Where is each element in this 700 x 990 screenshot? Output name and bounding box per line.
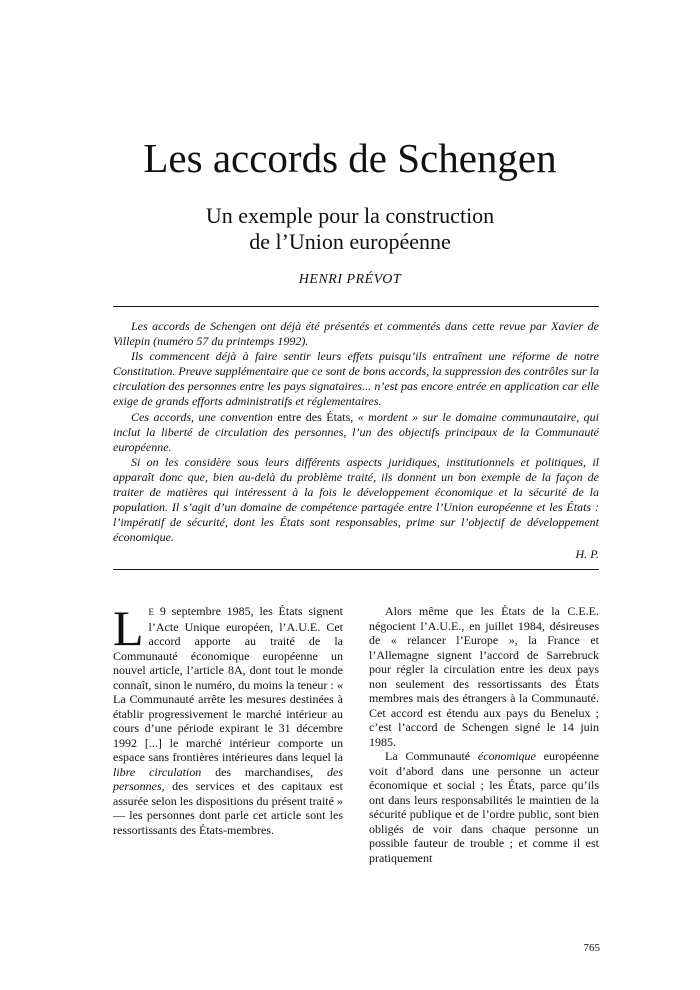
abstract-bottom-rule [113, 569, 599, 570]
body-paragraph [369, 749, 599, 865]
abstract-p3-upright: entre des États, [272, 409, 358, 424]
small-cap: E [148, 607, 155, 617]
body-column-right [369, 604, 599, 865]
right-p2-emphasis: économique [477, 749, 536, 763]
abstract-paragraph-3 [113, 410, 599, 455]
left-p1-part-b: des marchandises, [201, 764, 327, 779]
abstract-block [113, 319, 599, 563]
right-p2-part-b: européenne voit d’abord dans une personne un acteur économique et social ; les États, parce qu’ils ont dans leurs responsabilités le maintien de la sécurité publique et de l’ordre public, sont bien obligés de voir dans chaque personne un possible fauteur de trouble ; et comme il est pratiquement [369, 749, 599, 865]
abstract-paragraph-2: Ils commencent déjà à faire sentir leurs effets puisqu’ils entraînent une réforme de notre Constitution. Preuve supplémentaire que ce sont de bons accords, la suppression des contrôles sur la circulation des personnes entre les pays signataires... n’est pas encore entrée en application car elle exige de grands efforts administratifs et réglementaires. [113, 349, 599, 409]
body-paragraph [113, 600, 343, 837]
subtitle-line-2: de l’Union européenne [249, 229, 451, 254]
body-paragraph: Alors même que les États de la C.E.E. négocient l’A.U.E., en juillet 1984, désireuses de « relancer l’Europe », la France et l’Allemagne signent l’accord de Sarrebruck pour régler la circulation entre les deux pays non seulement des ressortissants des États membres mais des étrangers à la Communauté. Cet accord est étendu aux pays du Benelux ; c’est l’accord de Schengen signé le 14 juin 1985. [369, 604, 599, 749]
abstract-signature: H. P. [575, 547, 599, 562]
abstract-p3-part-b: « mordent » sur le domaine communautaire, qui inclut la liberté de circulation des personnes, l’un des objectifs principaux de la Communauté européenne. [113, 409, 599, 454]
drop-cap: L [113, 600, 144, 656]
left-p1-part-a: 9 septembre 1985, les États signent l’Acte Unique européen, l’A.U.E. Cet accord apporte au traité de la Communauté économique européenne un nouvel article, l’article 8A, dont tout le monde connaît, sinon le numéro, du moins la teneur : « La Communauté arrête les mesures destinées à établir progressivement le marché intérieur au cours d’une période expirant le 31 décembre 1992 [...] le marché intérieur comporte un espace sans frontières intérieures dans lequel la [113, 604, 343, 764]
left-p1-emphasis-1: libre circulation [113, 764, 202, 779]
body-column-left [113, 600, 343, 837]
left-p1-part-c: , des services et des capitaux est assurée selon les dispositions du présent traité » — les personnes dont parle cet article sont les ressortissants des États-membres. [113, 779, 343, 837]
abstract-top-rule [113, 306, 599, 307]
abstract-paragraph-1: Les accords de Schengen ont déjà été présentés et commentés dans cette revue par Xavier de Villepin (numéro 57 du printemps 1992). [113, 319, 599, 349]
article-title: Les accords de Schengen [143, 135, 557, 181]
article-subtitle [0, 203, 700, 255]
abstract-paragraph-4: Si on les considère sous leurs différents aspects juridiques, institutionnels et politiques, il apparaît donc que, bien au-delà du problème traité, ils donnent un bon exemple de la façon de traiter de matières qui intéressent à la fois le développement économique et la sécurité de la population. Il s’agit d’un domaine de compétence partagée entre l’Union européenne et les États : l’impératif de sécurité, dont les États sont responsables, prime sur l’objectif de développement économique. [113, 454, 599, 545]
left-p1-emphasis-2: des personnes [113, 764, 343, 793]
page-number: 765 [583, 942, 600, 954]
author-name: HENRI PRÉVOT [298, 272, 402, 287]
subtitle-line-1: Un exemple pour la construction [205, 203, 495, 228]
abstract-p3-part-a: Ces accords, une convention [131, 409, 273, 424]
right-p2-part-a: La Communauté [385, 749, 478, 763]
